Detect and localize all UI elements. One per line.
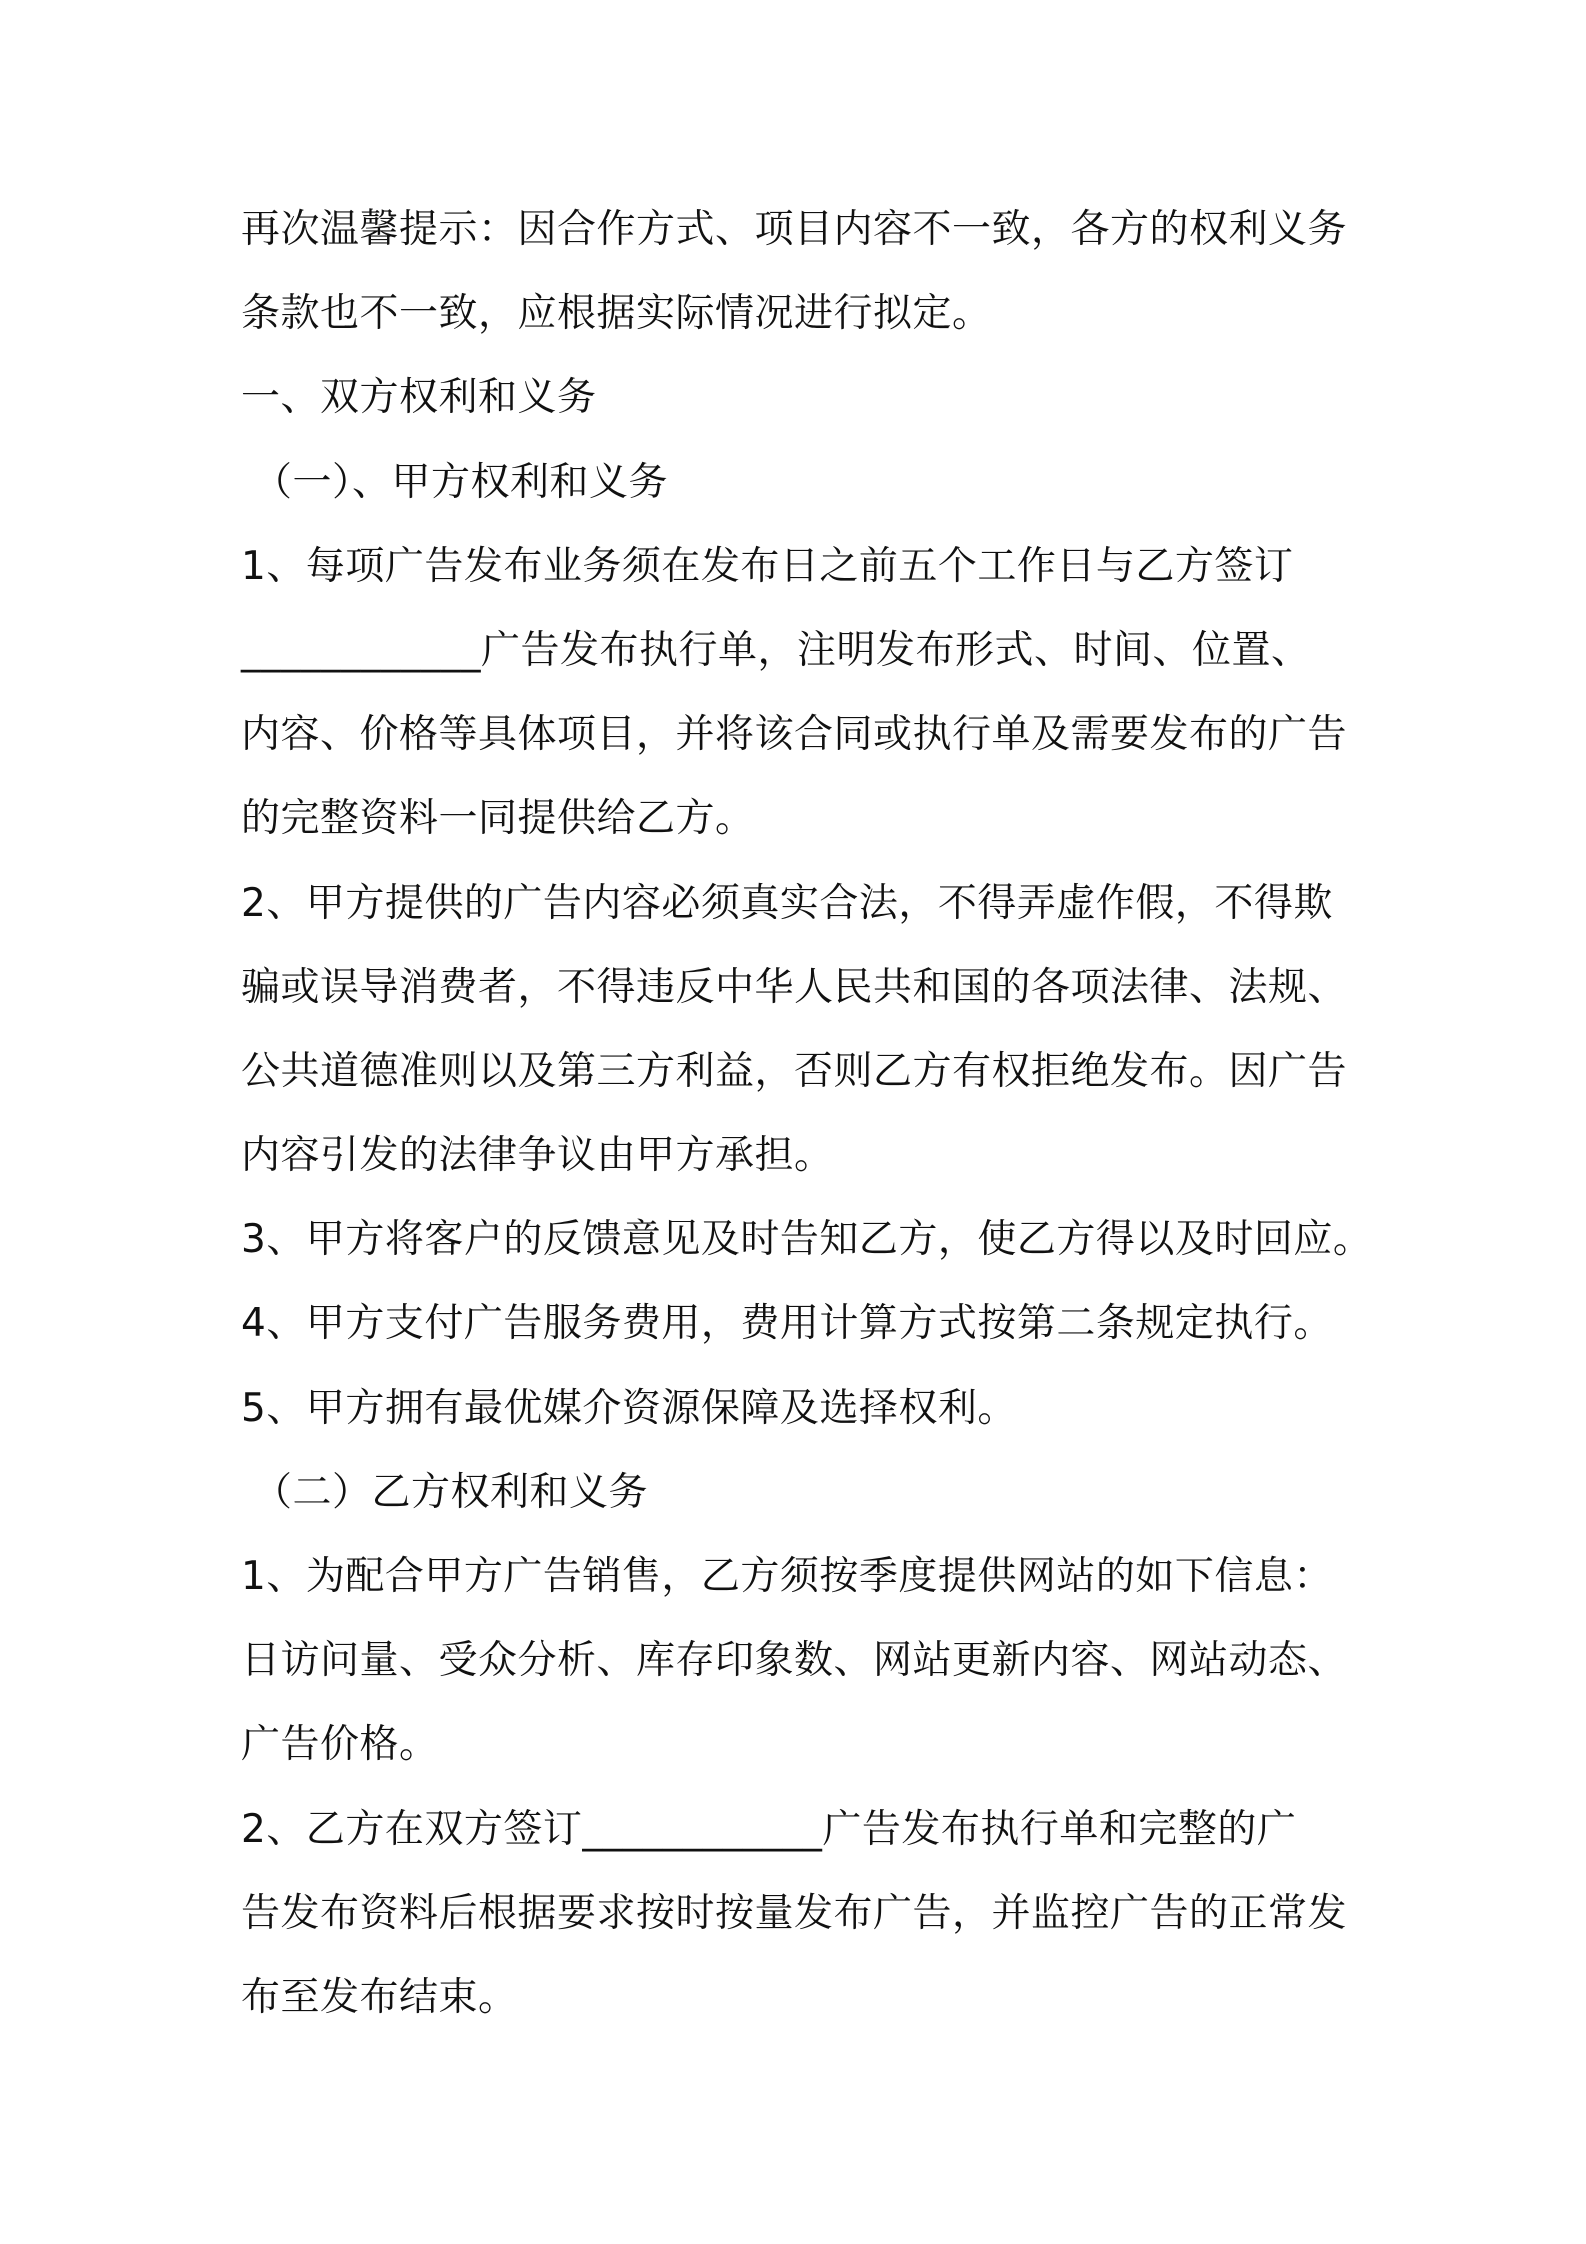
text-line: 的完整资料一同提供给乙方。 <box>241 796 755 842</box>
subsection-heading: （一）、甲方权利和义务 <box>253 459 669 505</box>
text-line: 布至发布结束。 <box>241 1974 518 2020</box>
text-line: 2、甲方提供的广告内容必须真实合法，不得弄虚作假，不得欺 <box>241 880 1333 926</box>
text-line: 骗或误导消费者，不得违反中华人民共和国的各项法律、法规、 <box>241 964 1348 1010</box>
text-line: 内容引发的法律争议由甲方承担。 <box>241 1133 834 1179</box>
section-heading: 一、双方权利和义务 <box>241 375 597 421</box>
text-line: 条款也不一致，应根据实际情况进行拟定。 <box>241 291 992 337</box>
text-line: 3、甲方将客户的反馈意见及时告知乙方，使乙方得以及时回应。 <box>241 1217 1373 1263</box>
text-line: 1、为配合甲方广告销售，乙方须按季度提供网站的如下信息： <box>241 1554 1333 1599</box>
text-line: ____________广告发布执行单，注明发布形式、时间、位置、 <box>241 627 1311 673</box>
text-line: 广告价格。 <box>241 1722 439 1768</box>
text-line: 内容、价格等具体项目，并将该合同或执行单及需要发布的广告 <box>241 712 1348 758</box>
text-line: 1、每项广告发布业务须在发布日之前五个工作日与乙方签订 <box>241 543 1294 589</box>
document-body <box>241 198 1371 2050</box>
text-line: 5、甲方拥有最优媒介资源保障及选择权利。 <box>241 1385 1017 1431</box>
text-line: 告发布资料后根据要求按时按量发布广告，并监控广告的正常发 <box>241 1890 1348 1936</box>
text-line: 2、乙方在双方签订____________广告发布执行单和完整的广 <box>241 1806 1297 1852</box>
text-line: 公共道德准则以及第三方利益，否则乙方有权拒绝发布。因广告 <box>241 1048 1348 1094</box>
subsection-heading: （二）乙方权利和义务 <box>253 1469 649 1515</box>
text-line: 再次温馨提示：因合作方式、项目内容不一致，各方的权利义务 <box>241 207 1348 252</box>
text-line: 4、甲方支付广告服务费用，费用计算方式按第二条规定执行。 <box>241 1301 1333 1347</box>
text-line: 日访问量、受众分析、库存印象数、网站更新内容、网站动态、 <box>241 1638 1348 1684</box>
